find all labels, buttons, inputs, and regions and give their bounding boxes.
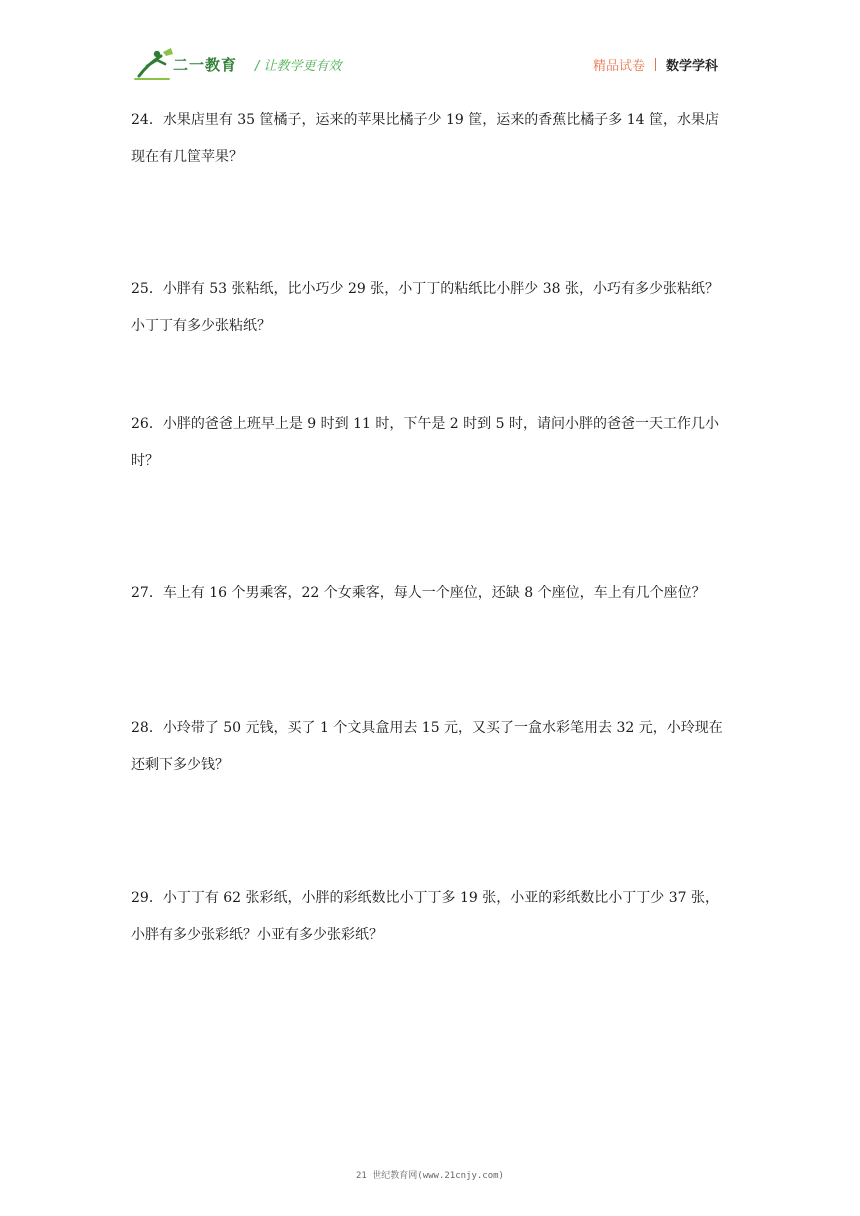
question-25: 25．小胖有 53 张粘纸，比小巧少 29 张，小丁丁的粘纸比小胖少 38 张，小巧有多少张粘纸？小丁丁有多少张粘纸？ <box>131 281 719 334</box>
question-28: 28．小玲带了 50 元钱，买了 1 个文具盒用去 15 元，又买了一盒水彩笔用去 32 元，小玲现在还剩下多少钱？ <box>131 720 723 773</box>
header-right <box>593 55 718 74</box>
header-divider <box>655 58 656 71</box>
page-footer: 21 世纪教育网(www.21cnjy.com) <box>356 1171 504 1181</box>
question-27: 27．车上有 16 个男乘客，22 个女乘客，每人一个座位，还缺 8 个座位，车上有几个座位？ <box>131 585 706 601</box>
subject-label: 数学学科 <box>665 59 718 74</box>
brand-name: 二一教育 <box>173 56 238 74</box>
question-29: 29．小丁丁有 62 张彩纸，小胖的彩纸数比小丁丁多 19 张，小亚的彩纸数比小丁丁少 37 张，小胖有多少张彩纸？小亚有多少张彩纸？ <box>131 890 719 943</box>
question-24: 24．水果店里有 35 筐橘子，运来的苹果比橘子少 19 筐，运来的香蕉比橘子多 14 筐，水果店现在有几筐苹果？ <box>131 112 719 165</box>
page-header <box>0 0 860 90</box>
brand-slogan: / 让教学更有效 <box>255 59 342 74</box>
question-26: 26．小胖的爸爸上班早上是 9 时到 11 时，下午是 2 时到 5 时，请问小胖的爸爸一天工作几小时？ <box>131 416 719 469</box>
quality-label: 精品试卷 <box>592 59 645 74</box>
